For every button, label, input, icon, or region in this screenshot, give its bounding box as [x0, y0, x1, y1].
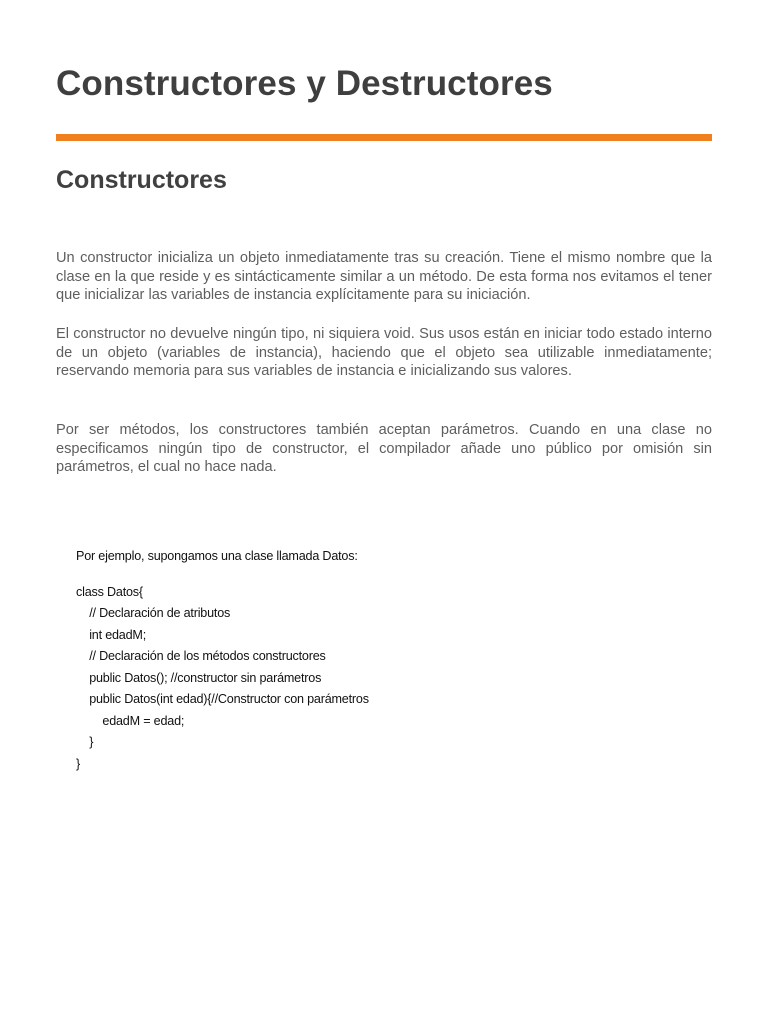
code-line: // Declaración de atributos	[76, 606, 231, 620]
title-divider	[56, 134, 712, 141]
paragraph-2: El constructor no devuelve ningún tipo, ni siquiera void. Sus usos están en iniciar todo estado interno de un objeto (variables de instancia), haciendo que el objeto sea utilizable inmediatamente; reservando memoria para sus variables de instancia e inicializando sus valores.	[56, 326, 712, 379]
section-heading: Constructores	[56, 166, 227, 194]
example-intro: Por ejemplo, supongamos una clase llamada Datos:	[76, 549, 358, 563]
code-line: }	[76, 735, 94, 749]
code-line: // Declaración de los métodos constructores	[76, 649, 326, 663]
code-line: class Datos{	[76, 585, 143, 599]
page-title: Constructores y Destructores	[56, 64, 553, 103]
code-line: public Datos(int edad){//Constructor con parámetros	[76, 692, 369, 706]
code-line: public Datos(); //constructor sin parámetros	[76, 671, 322, 685]
paragraph-1: Un constructor inicializa un objeto inmediatamente tras su creación. Tiene el mismo nombre que la clase en la que reside y es sintácticamente similar a un método. De esta forma nos evitamos el tener que inicializar las variables de instancia explícitamente para su iniciación.	[56, 250, 712, 303]
code-line: edadM = edad;	[76, 714, 185, 728]
code-line: int edadM;	[76, 628, 147, 642]
paragraph-3: Por ser métodos, los constructores también aceptan parámetros. Cuando en una clase no especificamos ningún tipo de constructor, el compilador añade uno público por omisión sin parámetros, el cual no hace nada.	[56, 422, 712, 475]
code-line: }	[76, 757, 81, 771]
